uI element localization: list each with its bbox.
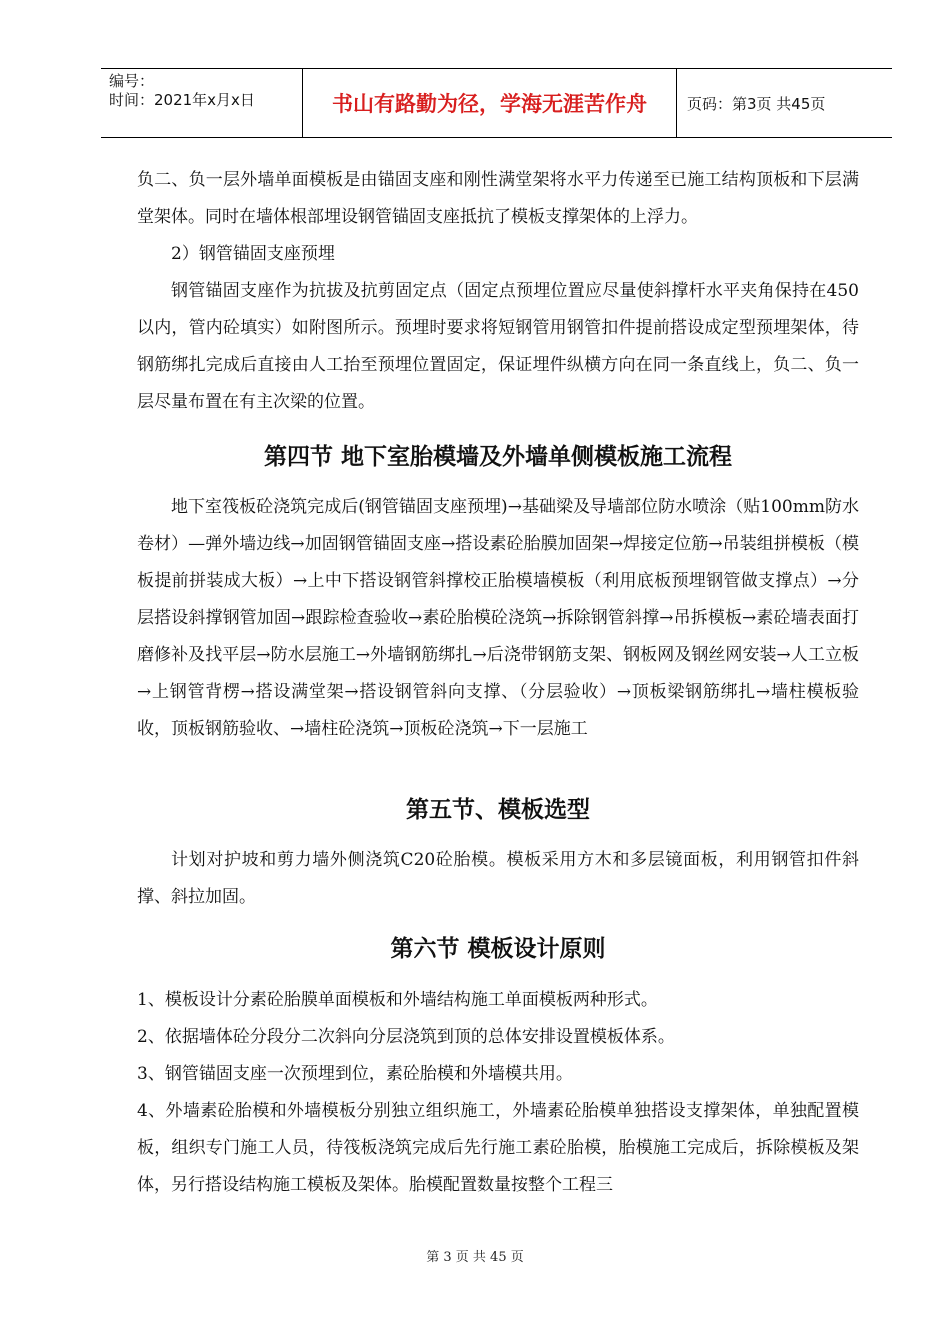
paragraph-3: 钢管锚固支座作为抗拔及抗剪固定点（固定点预埋位置应尽量使斜撑杆水平夹角保持在450以内，管内砼填实）如附图所示。预埋时要求将短钢管用钢管扣件提前搭设成定型预埋架体，待钢筋绑扎完成后直接由人工抬至预埋位置固定，保证埋件纵横方向在同一条直线上，负二、负一层尽量布置在有主次梁的位置。 — [137, 281, 859, 412]
header-motto: 书山有路勤为径，学海无涯苦作舟 — [303, 69, 677, 137]
document-body — [137, 162, 859, 1204]
section-5-body: 计划对护坡和剪力墙外侧浇筑C20砼胎模。模板采用方木和多层镜面板，利用钢管扣件斜撑、斜拉加固。 — [137, 850, 859, 907]
section-5-title: 第五节、模板选型 — [406, 797, 590, 823]
number-label: 编号： — [109, 72, 155, 90]
section-6-title: 第六节 模板设计原则 — [390, 936, 606, 962]
time-label: 时间：2021年x月x日 — [109, 91, 255, 109]
header-page-label: 页码：第3页 共45页 — [687, 94, 826, 113]
principle-item-1: 1、模板设计分素砼胎膜单面模板和外墙结构施工单面模板两种形式。 — [137, 990, 658, 1010]
header-table — [101, 68, 892, 138]
principle-item-4: 4、外墙素砼胎模和外墙模板分别独立组织施工，外墙素砼胎模单独搭设支撑架体，单独配置模板，组织专门施工人员，待筏板浇筑完成后先行施工素砼胎模，胎模施工完成后，拆除模板及架体，另行搭设结构施工模板及架体。胎模配置数量按整个工程三 — [137, 1101, 859, 1195]
section-4-body: 地下室筏板砼浇筑完成后(钢管锚固支座预埋)→基础梁及导墙部位防水喷涂（贴100mm防水卷材）—弹外墙边线→加固钢管锚固支座→搭设素砼胎膜加固架→焊接定位筋→吊装组拼模板（模板提前拼装成大板）→上中下搭设钢管斜撑校正胎模墙模板（利用底板预埋钢管做支撑点）→分层搭设斜撑钢管加固→跟踪检查验收→素砼胎模砼浇筑→拆除钢管斜撑→吊拆模板→素砼墙表面打磨修补及找平层→防水层施工→外墙钢筋绑扎→后浇带钢筋支架、钢板网及钢丝网安装→人工立板→上钢管背楞→搭设满堂架→搭设钢管斜向支撑、（分层验收）→顶板梁钢筋绑扎→墙柱模板验收，顶板钢筋验收、→墙柱砼浇筑→顶板砼浇筑→下一层施工 — [137, 497, 859, 739]
principle-item-3: 3、钢管锚固支座一次预埋到位，素砼胎模和外墙模共用。 — [137, 1064, 573, 1084]
paragraph-2: 2）钢管锚固支座预埋 — [171, 244, 335, 264]
page-footer: 第 3 页 共 45 页 — [426, 1250, 524, 1265]
section-4-title: 第四节 地下室胎模墙及外墙单侧模板施工流程 — [263, 444, 732, 470]
principle-item-2: 2、依据墙体砼分段分二次斜向分层浇筑到顶的总体安排设置模板体系。 — [137, 1027, 675, 1047]
header-meta-cell — [101, 69, 303, 137]
paragraph-1: 负二、负一层外墙单面模板是由锚固支座和刚性满堂架将水平力传递至已施工结构顶板和下层满堂架体。同时在墙体根部埋设钢管锚固支座抵抗了模板支撑架体的上浮力。 — [137, 170, 859, 227]
